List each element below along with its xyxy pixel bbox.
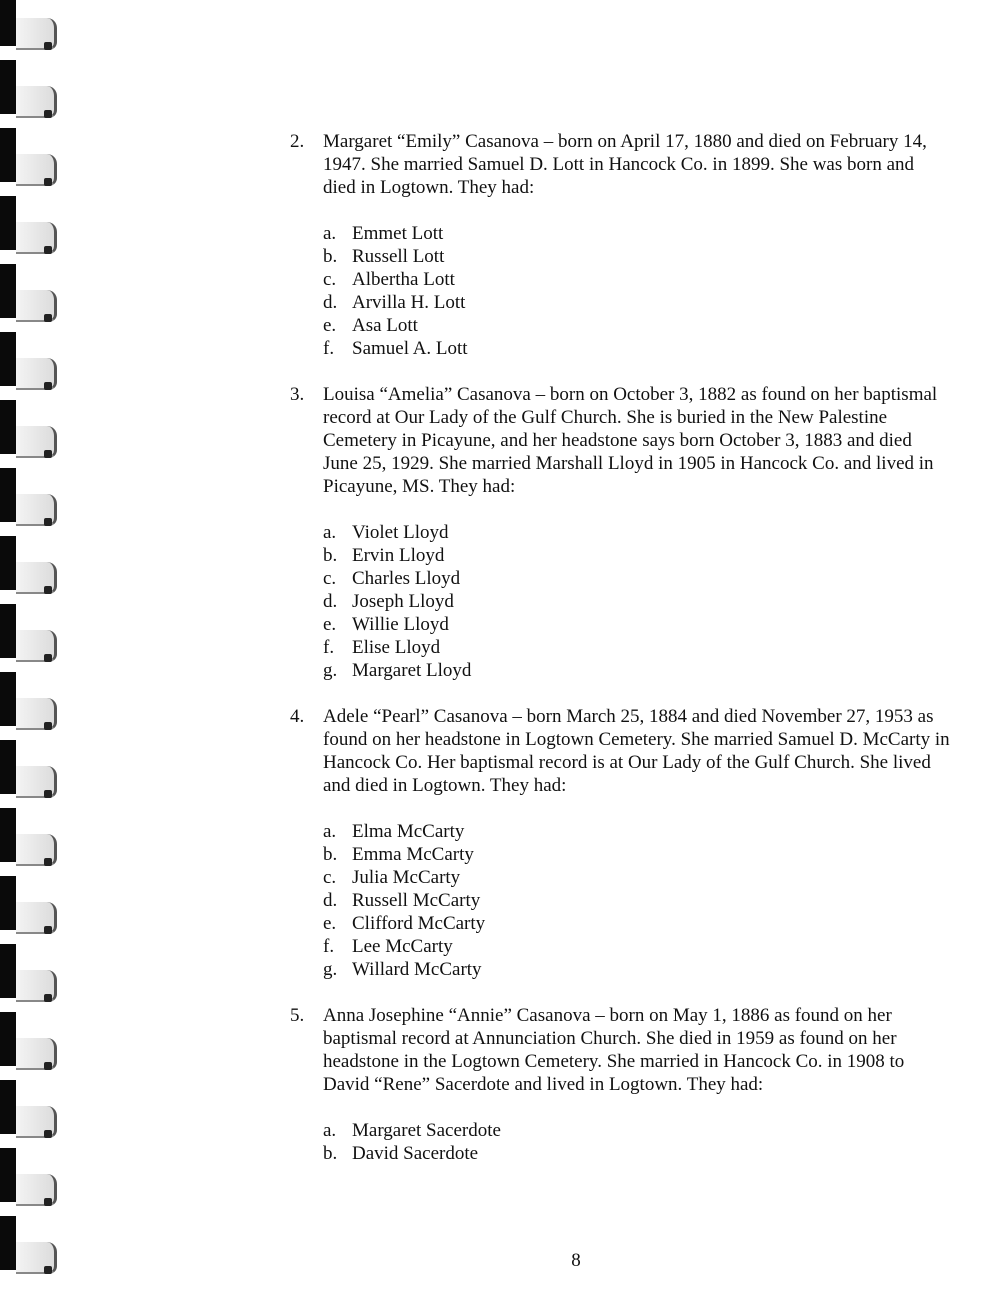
child-name: Emma McCarty	[352, 844, 474, 865]
list-item	[323, 866, 950, 889]
child-name: Russell McCarty	[352, 890, 481, 911]
child-name: Emmet Lott	[352, 223, 444, 244]
list-item	[323, 291, 950, 314]
list-letter: e.	[323, 913, 337, 934]
binding-ring	[0, 264, 62, 333]
list-letter: e.	[323, 614, 337, 635]
child-name: Ervin Lloyd	[352, 545, 445, 566]
list-item	[323, 659, 950, 682]
binding-ring	[0, 1080, 62, 1149]
child-name: Charles Lloyd	[352, 568, 461, 589]
list-item	[323, 958, 950, 981]
list-item	[323, 1119, 950, 1142]
entry-text: Adele “Pearl” Casanova – born March 25, 1884 and died November 27, 1953 as found on her headstone in Logtown Cemetery. She married Samuel D. McCarty in Hancock Co. Her baptismal record is at Our Lady of the Gulf Church. She lived and died in Logtown. They had:	[323, 706, 950, 796]
children-list	[323, 521, 950, 682]
list-letter: b.	[323, 844, 338, 865]
child-name: Margaret Lloyd	[352, 660, 472, 681]
list-letter: b.	[323, 1143, 338, 1164]
binding-ring	[0, 400, 62, 469]
child-name: Albertha Lott	[352, 269, 455, 290]
entry-number: 4.	[290, 706, 305, 727]
list-item	[323, 820, 950, 843]
list-letter: b.	[323, 545, 338, 566]
list-letter: f.	[323, 338, 335, 359]
list-letter: d.	[323, 292, 338, 313]
list-item	[323, 636, 950, 659]
list-letter: a.	[323, 223, 337, 244]
list-letter: g.	[323, 660, 338, 681]
list-letter: d.	[323, 591, 338, 612]
list-item	[323, 1142, 950, 1165]
entry-text: Anna Josephine “Annie” Casanova – born on May 1, 1886 as found on her baptismal record at Annunciation Church. She died in 1959 as found on her headstone in the Logtown Cemetery. She married in Hancock Co. in 1908 to David “Rene” Sacerdote and lived in Logtown. They had:	[323, 1005, 905, 1095]
binding-ring	[0, 740, 62, 809]
binding-ring	[0, 604, 62, 673]
children-list	[323, 820, 950, 981]
child-name: Clifford McCarty	[352, 913, 486, 934]
binding-ring	[0, 1148, 62, 1217]
list-letter: f.	[323, 936, 335, 957]
entry-number: 5.	[290, 1005, 305, 1026]
binding-ring	[0, 332, 62, 401]
child-name: Willie Lloyd	[352, 614, 449, 635]
list-letter: a.	[323, 522, 337, 543]
list-item	[323, 544, 950, 567]
entry-number: 3.	[290, 384, 305, 405]
list-item	[323, 935, 950, 958]
binding-ring	[0, 60, 62, 129]
entry-text: Louisa “Amelia” Casanova – born on October 3, 1882 as found on her baptismal record at Our Lady of the Gulf Church. She is buried in the New Palestine Cemetery in Picayune, and her headstone says born October 3, 1883 and died June 25, 1929. She married Marshall Lloyd in 1905 in Hancock Co. and lived in Picayune, MS. They had:	[323, 384, 938, 497]
list-letter: a.	[323, 1120, 337, 1141]
spiral-binding	[0, 0, 62, 1292]
list-item	[323, 567, 950, 590]
child-name: Lee McCarty	[352, 936, 453, 957]
binding-ring	[0, 1012, 62, 1081]
child-name: Willard McCarty	[352, 959, 482, 980]
list-item	[323, 337, 950, 360]
binding-ring	[0, 196, 62, 265]
list-letter: a.	[323, 821, 337, 842]
list-letter: c.	[323, 867, 337, 888]
list-letter: d.	[323, 890, 338, 911]
child-name: Julia McCarty	[352, 867, 461, 888]
child-name: Violet Lloyd	[352, 522, 449, 543]
page-number: 8	[571, 1250, 581, 1271]
child-name: Asa Lott	[352, 315, 418, 336]
document-body	[290, 130, 950, 1165]
list-item	[323, 843, 950, 866]
list-letter: f.	[323, 637, 335, 658]
entry-5	[290, 1004, 950, 1096]
list-item	[323, 222, 950, 245]
entry-3	[290, 383, 950, 498]
list-item	[323, 521, 950, 544]
entry-2	[290, 130, 950, 199]
binding-ring	[0, 536, 62, 605]
entry-text: Margaret “Emily” Casanova – born on April 17, 1880 and died on February 14, 1947. She married Samuel D. Lott in Hancock Co. in 1899. She was born and died in Logtown. They had:	[323, 131, 927, 198]
list-item	[323, 314, 950, 337]
list-letter: g.	[323, 959, 338, 980]
children-list	[323, 1119, 950, 1165]
binding-ring	[0, 128, 62, 197]
list-item	[323, 245, 950, 268]
child-name: Samuel A. Lott	[352, 338, 468, 359]
child-name: Margaret Sacerdote	[352, 1120, 501, 1141]
child-name: Elma McCarty	[352, 821, 465, 842]
list-item	[323, 889, 950, 912]
list-item	[323, 590, 950, 613]
list-item	[323, 912, 950, 935]
binding-ring	[0, 876, 62, 945]
binding-ring	[0, 0, 62, 61]
children-list	[323, 222, 950, 360]
list-item	[323, 613, 950, 636]
entry-number: 2.	[290, 131, 305, 152]
binding-ring	[0, 808, 62, 877]
child-name: David Sacerdote	[352, 1143, 479, 1164]
binding-ring	[0, 672, 62, 741]
list-letter: e.	[323, 315, 337, 336]
list-letter: b.	[323, 246, 338, 267]
list-letter: c.	[323, 269, 337, 290]
list-letter: c.	[323, 568, 337, 589]
entry-4	[290, 705, 950, 797]
binding-ring	[0, 468, 62, 537]
child-name: Arvilla H. Lott	[352, 292, 466, 313]
child-name: Joseph Lloyd	[352, 591, 454, 612]
child-name: Elise Lloyd	[352, 637, 441, 658]
list-item	[323, 268, 950, 291]
binding-ring	[0, 944, 62, 1013]
child-name: Russell Lott	[352, 246, 445, 267]
